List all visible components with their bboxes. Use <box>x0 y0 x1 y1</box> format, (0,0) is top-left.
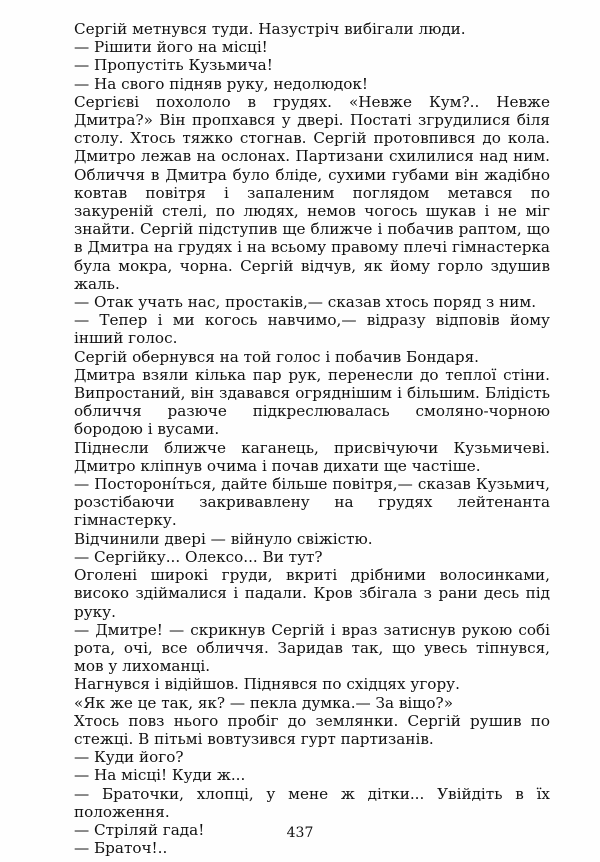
dialogue-line: — Стріляй гада! <box>74 820 205 839</box>
dialogue-line: — Отак учать нас, простаків,— сказав хтось поряд з ним. <box>74 293 537 312</box>
dialogue-line: — Пропустіть Кузьмича! <box>74 56 273 75</box>
dialogue-line: — Браточ!.. <box>74 839 168 858</box>
dialogue-line: — Посторонíться, дайте більше повітря,— сказав Кузьмич, розстібаючи закривавлену на грудях лейтенанта гімнастерку. <box>74 475 550 530</box>
paragraph: Дмитра взяли кілька пар рук, перенесли до теплої стіни. Випростаний, він здавався огряднішим і більшим. Блідість обличчя разюче підкреслювалась смоляно-чорною бородою і вусами. <box>74 365 550 439</box>
dialogue-line: — Рішити його на місці! <box>74 38 268 57</box>
paragraph: Сергій обернувся на той голос і побачив Бондаря. <box>74 347 479 366</box>
paragraph: Відчинили двері — війнуло свіжістю. <box>74 529 373 548</box>
paragraph: Піднесли ближче каганець, присвічуючи Кузьмичеві. Дмитро кліпнув очима і почав дихати ще частіше. <box>74 438 550 475</box>
paragraph: Сергієві похололо в грудях. «Невже Кум?.. Невже Дмитра?» Він пропхався у двері. Постаті згрудилися біля столу. Хтось тяжко стогнав. Сергій протовпився до кола. Дмитро лежав на ослонах. Партизани схилилися над ним. Обличчя в Дмитра було бліде, сухими губами він жадібно ковтав повітря і запаленим поглядом метався по закуреній стелі, по людях, немов чогось шукав і не міг знайти. Сергій підступив ще ближче і побачив раптом, що в Дмитра на грудях і на всьому правому плечі гімнастерка була мокра, чорна. Сергій відчув, як йому горло здушив жаль. <box>74 92 550 293</box>
paragraph: Нагнувся і відійшов. Піднявся по східцях угору. <box>74 675 460 694</box>
dialogue-line: — Дмитре! — скрикнув Сергій і враз затиснув рукою собі рота, очі, все обличчя. Заридав так, що увесь тіпнувся, мов у лихоманці. <box>74 620 550 676</box>
page-text <box>74 20 550 857</box>
dialogue-line: — Браточки, хлопці, у мене ж дітки... Увійдіть в їх положення. <box>74 784 550 821</box>
page-number: 437 <box>286 825 314 841</box>
paragraph: Сергій метнувся туди. Назустріч вибігали люди. <box>74 20 466 38</box>
dialogue-line: — Тепер і ми когось навчимо,— відразу відповів йому інший голос. <box>74 311 550 348</box>
dialogue-line: — На свого підняв руку, недолюдок! <box>74 74 368 93</box>
paragraph: Хтось повз нього пробіг до землянки. Сергій рушив по стежці. В пітьмі вовтузився гурт партизанів. <box>74 711 550 748</box>
dialogue-line: — Куди його? <box>74 748 184 767</box>
paragraph: «Як же це так, як? — пекла думка.— За віщо?» <box>74 693 453 712</box>
paragraph: Оголені широкі груди, вкриті дрібними волосинками, високо здіймалися і падали. Кров збігала з рани десь під руку. <box>74 566 550 621</box>
dialogue-line: — На місці! Куди ж... <box>74 766 246 785</box>
dialogue-line: — Сергійку... Олексо... Ви тут? <box>74 547 323 566</box>
